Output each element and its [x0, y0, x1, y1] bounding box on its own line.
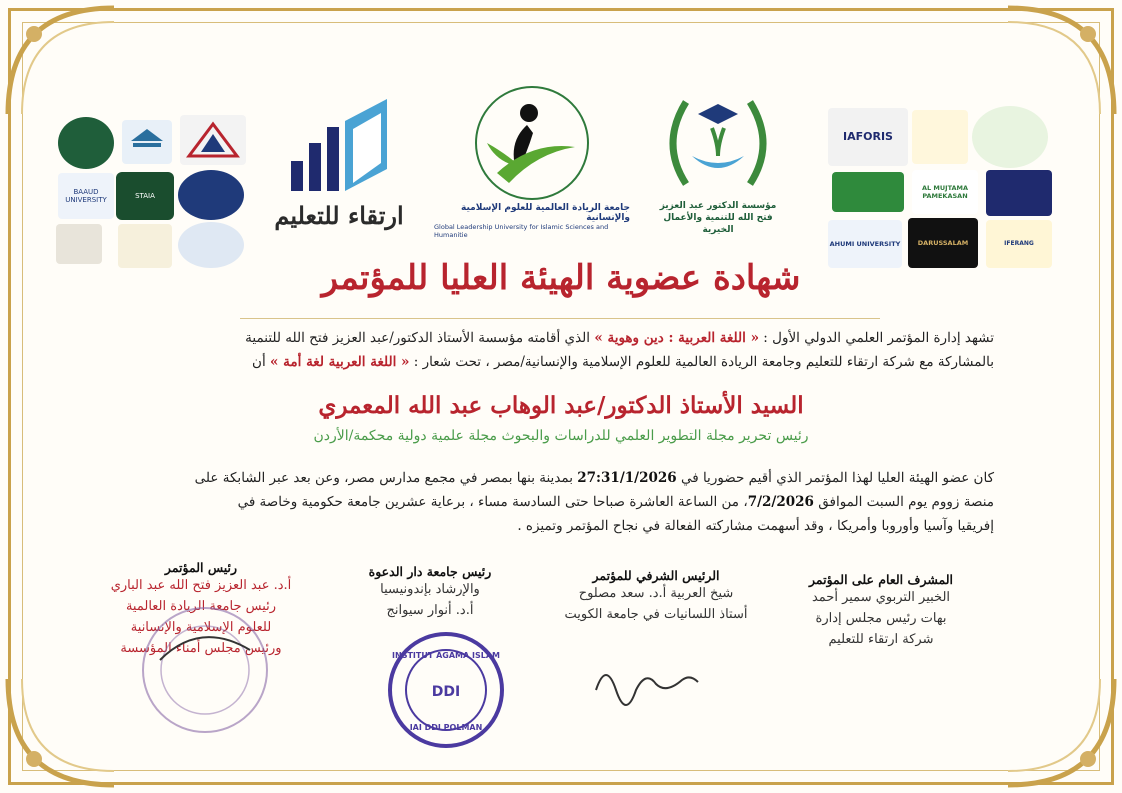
- riyada-logo-text-en: Global Leadership University for Islamic Sciences and Humanitie: [434, 223, 609, 239]
- signature-block-dar-dawa-president: رئيس جامعة دار الدعوة والإرشاد بإندونيسيا أ.د. أنوار سيوانج: [368, 564, 492, 618]
- partner-logo-11: [912, 110, 968, 164]
- stamp-top-text: INSTITUT AGAMA ISLAM: [392, 651, 500, 660]
- title-divider: [240, 318, 880, 319]
- conference-slogan: « اللغة العربية لغة أمة »: [270, 354, 410, 370]
- university-seal-stamp: [120, 600, 290, 740]
- book-chart-icon: [269, 91, 409, 201]
- conference-title: « اللغة العربية : دين وهوية »: [594, 330, 760, 346]
- leader-figure-icon: [457, 83, 607, 203]
- partner-logo-darussalam: DARUSSALAM: [908, 218, 978, 268]
- partner-logo-almujtama: AL MUJTAMA PAMEKASAN: [912, 170, 978, 214]
- riyada-logo-text-ar: جامعة الريادة العالمية للعلوم الإسلامية والإنسانية: [461, 203, 630, 223]
- corner-ornament-bottom-right: [998, 669, 1118, 789]
- intro-paragraph: تشهد إدارة المؤتمر العلمي الدولي الأول : « اللغة العربية : دين وهوية » الذي أقامته مؤسسة الأستاذ الدكتور/عبد العزيز فتح الله للتنمية بالمشاركة مع شركة ارتقاء للتعليم وجامعة الريادة العالمية للعلوم الإسلامية والإنسانية/مصر ، تحت شعار : « اللغة العربية لغة أمة » أن: [245, 330, 994, 370]
- partner-logo-3: [180, 115, 246, 165]
- irtiqaa-logo-text: ارتقاء للتعليم: [274, 200, 404, 230]
- partner-logo-1: [58, 117, 114, 169]
- corner-ornament-bottom-left: [4, 669, 124, 789]
- partner-logo-iaforis: IAFORIS: [828, 108, 908, 166]
- partner-logo-staia: STAIA: [116, 172, 174, 220]
- certificate-title: شهادة عضوية الهيئة العليا للمؤتمر: [321, 258, 801, 298]
- partner-logo-15: [986, 170, 1052, 216]
- riyada-university-logo: [434, 78, 630, 244]
- partner-logo-ahumi: AHUMI UNIVERSITY: [828, 220, 902, 268]
- partner-logo-iferang: IFERANG: [986, 220, 1052, 268]
- partner-logo-6: [178, 170, 244, 220]
- stamp-bottom-text: IAI DDI POLMAN: [409, 723, 483, 732]
- corner-ornament-top-left: [4, 4, 124, 124]
- signature-block-honorary-president: الرئيس الشرفي للمؤتمر شيخ العربية أ.د. سعد مصلوح أستاذ اللسانيات في جامعة الكويت: [564, 568, 748, 622]
- signature-block-general-supervisor: المشرف العام على المؤتمر الخبير التربوي سمير أحمد بهات رئيس مجلس إدارة شركة ارتقاء للتعليم: [808, 572, 953, 647]
- partner-logo-13: [832, 172, 904, 212]
- iai-ddi-polman-stamp: [378, 630, 514, 750]
- partner-logo-12: [972, 106, 1048, 168]
- body-paragraph: كان عضو الهيئة العليا لهذا المؤتمر الذي أقيم حضوريا في 27:31/1/2026 بمدينة بنها بمصر في مجمع مدارس مصر، وعن بعد عبر الشابكة على منصة زووم يوم السبت الموافق 7/2/2026، من الساعة العاشرة صباحا حتى السادسة مساء ، برعاية عشرين جامعة حكومية وخاصة في إفريقيا وآسيا وأوروبا وأمريكا ، وقد أسهمت مشاركته الفعالة في نجاح المؤتمر وتميزه .: [194, 470, 994, 534]
- in-person-dates: 27:31/1/2026: [577, 470, 677, 486]
- partner-logo-2: [122, 120, 172, 164]
- online-date: 7/2/2026: [747, 494, 814, 510]
- fathallah-foundation-logo: [648, 80, 788, 240]
- stamp-center-text: DDI: [431, 684, 461, 700]
- irtiqaa-logo: [254, 80, 424, 240]
- recipient-name: السيد الأستاذ الدكتور/عبد الوهاب عبد الله المعمري: [318, 392, 804, 419]
- handwritten-signature: [586, 650, 706, 710]
- wreath-hands-icon: [656, 84, 780, 200]
- recipient-role: رئيس تحرير مجلة التطوير العلمي للدراسات والبحوث مجلة علمية دولية محكمة/الأردن: [313, 428, 809, 444]
- partner-logo-baaud: BAAUD UNIVERSITY: [58, 173, 114, 219]
- foundation-logo-text: مؤسسة الدكتور عبد العزيز فتح الله للتنمية والأعمال الخيرية: [659, 201, 777, 235]
- signature-block-conference-president: رئيس المؤتمر أ.د. عبد العزيز فتح الله عبد الباري رئيس جامعة الريادة العالمية للعلوم الإسلامية والإنسانية ورئيس مجلس أمناء المؤسسة: [110, 560, 292, 656]
